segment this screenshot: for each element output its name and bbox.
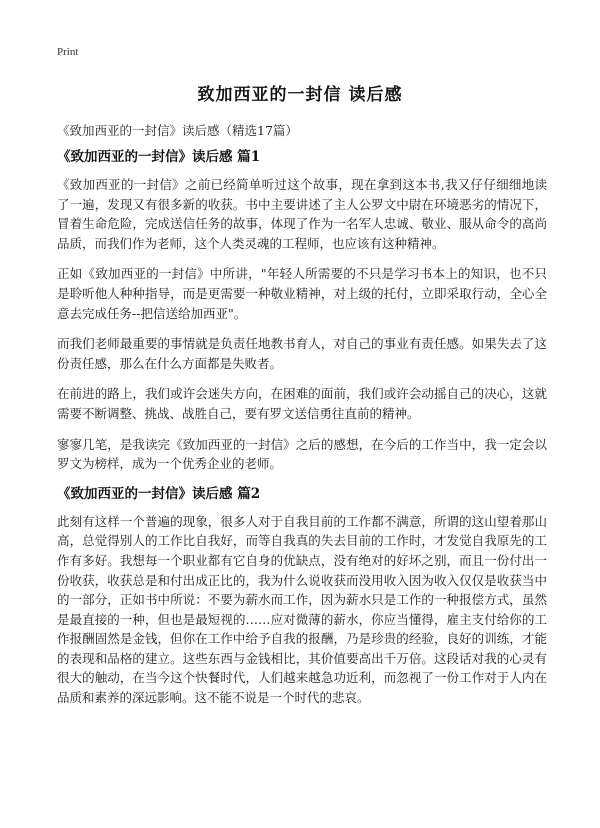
paragraph: 寥寥几笔，是我读完《致加西亚的一封信》之后的感想，在今后的工作当中，我一定会以罗文为榜样，成为一个优秀企业的老师。 bbox=[57, 436, 547, 472]
print-label[interactable]: Print bbox=[57, 46, 79, 58]
page-title: 致加西亚的一封信 读后感 bbox=[197, 85, 403, 105]
section-2 bbox=[57, 485, 547, 708]
section-1 bbox=[57, 148, 547, 474]
section-heading: 《致加西亚的一封信》读后感 篇2 bbox=[57, 485, 261, 502]
document-subtitle: 《致加西亚的一封信》读后感（精选17篇） bbox=[57, 123, 298, 138]
paragraph: 而我们老师最重要的事情就是负责任地教书育人，对自己的事业有责任感。如果失去了这份责任感，那么在什么方面都是失败者。 bbox=[57, 336, 547, 371]
paragraph: 此刻有这样一个普遍的现象，很多人对于自我目前的工作都不满意，所谓的这山望着那山高，总觉得别人的工作比自我好，而等自我真的失去目前的工作时，才发觉自我原先的工作有多好。我想每一个职业都有它自身的优缺点，没有绝对的好坏之别，而且一份付出一份收获，收获总是和付出成正比的，我为什么说收获而没用收入因为收入仅仅是收获当中的一部分，正如书中所说：不要为薪水而工作，因为薪水只是工作的一种报偿方式，虽然是最直接的一种，但也是最短视的……应对微薄的薪水，你应当懂得，雇主支付给你的工作报酬固然是金钱，但你在工作中给予自我的报酬，乃是珍贵的经验，良好的训练，才能的表现和品格的建立。这些东西与金钱相比，其价值要高出千万倍。这段话对我的心灵有很大的触动，在当今这个快餐时代，人们越来越急功近利，而忽视了一份工作对于人内在品质和素养的深远影响。这不能不说是一个时代的悲哀。 bbox=[57, 513, 547, 706]
section-heading: 《致加西亚的一封信》读后感 篇1 bbox=[57, 149, 261, 165]
paragraph: 在前进的路上，我们或许会迷失方向，在困难的面前，我们或许会动摇自己的决心，这就需要不断调整、挑战、战胜自己，要有罗文送信勇往直前的精神。 bbox=[57, 386, 547, 421]
paragraph: 《致加西亚的一封信》之前已经简单听过这个故事，现在拿到这本书,我又仔仔细细地读了一遍，发现又有很多新的收获。书中主要讲述了主人公罗文中尉在环境恶劣的情况下，冒着生命危险，完成送信任务的故事，体现了作为一名军人忠诚、敬业、服从命令的高尚品质，而我们作为老师，这个人类灵魂的工程师，也应该有这种精神。 bbox=[57, 177, 547, 251]
article-body bbox=[57, 148, 547, 719]
paragraph: 正如《致加西亚的一封信》中所讲，"年轻人所需要的不只是学习书本上的知识，也不只是聆听他人种种指导，而是更需要一种敬业精神，对上级的托付，立即采取行动，全心全意去完成任务--把信送给加西亚"。 bbox=[57, 266, 547, 321]
